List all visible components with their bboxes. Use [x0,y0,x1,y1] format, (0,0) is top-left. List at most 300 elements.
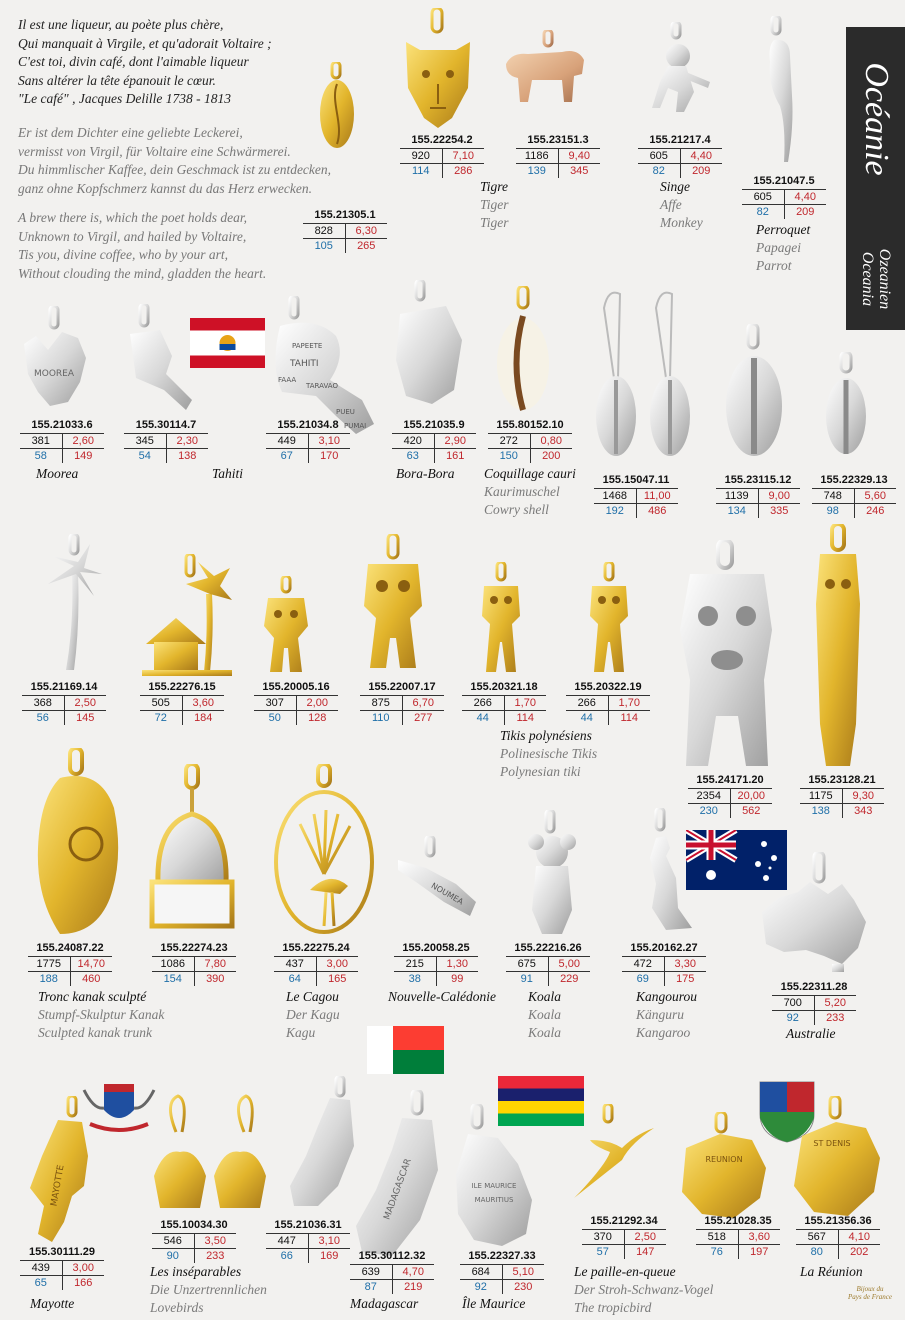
item-reference: 155.21169.14 [22,680,106,696]
item-price-eur: 7,80 [204,958,226,970]
item-price-red: 390 [206,973,225,985]
item-price-red: 246 [866,505,885,517]
item-price-red: 128 [308,712,327,724]
item-price-eur: 4,40 [794,191,816,203]
item-weight: 1175 [800,789,843,803]
item-price-eur: 20,00 [737,790,766,802]
item-price-blue: 87 [350,1280,393,1294]
svg-text:PUMAI: PUMAI [344,422,367,430]
item-reference: 155.21292.34 [582,1214,666,1230]
price-table [622,941,706,986]
item-reference: 155.22274.23 [152,941,236,957]
item-weight: 684 [460,1265,503,1279]
item-price-blue: 192 [594,504,637,518]
tiger-walking-pendant-image [498,30,588,108]
item-price-eur: 2,50 [634,1231,656,1243]
item-price-eur: 0,80 [540,435,562,447]
item-price-blue: 56 [22,711,65,725]
item-price-red: 229 [560,973,579,985]
item-reference: 155.30111.29 [20,1245,104,1261]
item-weight: 307 [254,696,297,710]
item-weight: 675 [506,957,549,971]
kanak-trunk-pendant-image [30,748,128,938]
price-table [506,941,590,986]
price-table [462,680,546,725]
svg-text:TARAVAO: TARAVAO [306,382,338,390]
item-price-blue: 64 [274,972,317,986]
tiger-head-pendant-image [402,8,474,130]
item-price-red: 209 [796,206,815,218]
item-price-blue: 110 [360,711,403,725]
price-table [28,941,112,986]
tall-gold-tiki-pendant-image [810,524,866,768]
item-price-red: 230 [514,1281,533,1293]
tahiti-towns-pendant-image [266,296,376,436]
item-price-red: 343 [854,805,873,817]
poem-line: Without clouding the mind, gladden the heart. [18,265,267,281]
price-table [152,1218,236,1263]
item-price-blue: 105 [303,239,346,253]
item-weight: 605 [742,190,785,204]
item-price-red: 161 [446,450,465,462]
item-price-eur: 1,70 [514,697,536,709]
item-price-red: 233 [826,1012,845,1024]
caption-moorea: Moorea [36,466,79,481]
item-weight: 518 [696,1230,739,1244]
caption-madagascar: Madagascar [350,1296,419,1311]
item-weight: 370 [582,1230,625,1244]
caption-cowry: Coquillage cauri Kaurimuschel Cowry shell [484,466,576,517]
item-price-blue: 76 [696,1245,739,1259]
item-price-blue: 154 [152,972,195,986]
price-table [152,941,236,986]
item-price-blue: 150 [488,449,531,463]
item-price-red: 169 [320,1250,339,1262]
item-reference: 155.23151.3 [516,133,600,149]
item-price-eur: 1,30 [446,958,468,970]
svg-text:ILE MAURICE: ILE MAURICE [471,1182,517,1190]
caption-tahiti: Tahiti [212,466,244,481]
item-price-eur: 3,60 [748,1231,770,1243]
caption-new-caledonia: Nouvelle-Calédonie [388,989,496,1004]
price-table [20,418,104,463]
item-reference: 155.21305.1 [303,208,387,224]
item-price-blue: 90 [152,1249,195,1263]
item-price-red: 197 [750,1246,769,1258]
item-weight: 1468 [594,489,637,503]
item-price-eur: 3,00 [72,1262,94,1274]
svg-text:PAPEETE: PAPEETE [292,342,323,350]
price-table [594,473,678,518]
bora-bora-pendant-image [392,280,464,408]
item-price-eur: 2,90 [444,435,466,447]
item-price-red: 277 [414,712,433,724]
item-price-eur: 4,40 [690,150,712,162]
item-weight: 215 [394,957,437,971]
caption-cagou: Le Cagou Der Kagu Kagu [286,989,340,1040]
item-price-blue: 58 [20,449,63,463]
price-table [796,1214,880,1259]
poem-english [18,209,266,283]
section-subtitle-de: Ozeanien [875,248,893,310]
price-table [350,1249,434,1294]
item-reference: 155.10034.30 [152,1218,236,1234]
item-price-blue: 80 [796,1245,839,1259]
item-price-red: 335 [770,505,789,517]
item-reference: 155.21033.6 [20,418,104,434]
item-weight: 605 [638,149,681,163]
poem-line: Du himmlischer Kaffee, dein Geschmack ist zu entdecken, [18,162,332,177]
svg-text:MOOREA: MOOREA [33,369,75,379]
caption-mayotte: Mayotte [30,1296,75,1311]
item-price-eur: 6,70 [412,697,434,709]
item-weight: 546 [152,1234,195,1248]
item-price-eur: 5,10 [512,1266,534,1278]
item-reference: 155.22329.13 [812,473,896,489]
price-table [488,418,572,463]
price-table [274,941,358,986]
item-price-blue: 134 [716,504,759,518]
item-price-eur: 2,30 [176,435,198,447]
caption-lovebirds: Les inséparables Die Unzertrennlichen Lovebirds [150,1264,267,1315]
item-weight: 381 [20,434,63,448]
item-price-red: 200 [542,450,561,462]
small-tiki-pendant-image [258,576,314,674]
item-weight: 748 [812,489,855,503]
item-reference: 155.22007.17 [360,680,444,696]
item-weight: 1086 [152,957,195,971]
item-price-red: 147 [636,1246,655,1258]
kanak-hut-pendant-image [146,764,238,934]
item-price-red: 562 [742,805,761,817]
item-price-eur: 5,20 [824,997,846,1009]
item-price-eur: 3,50 [204,1235,226,1247]
poem-line: vermisst von Virgil, für Voltaire eine Schwärmerei. [18,143,291,159]
price-table [742,174,826,219]
price-table [800,773,884,818]
item-price-red: 286 [454,165,473,177]
caption-tiger: Tigre Tiger Tiger [480,179,509,230]
cowry-shell-pendant-image [490,286,556,416]
silver-cowry-pendant-image [722,324,786,460]
item-price-blue: 54 [124,449,167,463]
price-table [812,473,896,518]
item-price-blue: 50 [254,711,297,725]
item-price-red: 460 [82,973,101,985]
item-price-eur: 3,60 [192,697,214,709]
svg-text:TAHITI: TAHITI [290,359,319,369]
item-weight: 447 [266,1234,309,1248]
item-price-eur: 6,30 [355,225,377,237]
moorea-map-pendant-image [20,306,92,408]
small-silver-cowry-pendant-image [822,352,870,458]
item-price-blue: 138 [800,804,843,818]
item-price-blue: 98 [812,504,855,518]
item-weight: 639 [350,1265,393,1279]
publisher-logo: Bijoux du Pays de France [848,1285,892,1301]
madagascar-flag [367,1026,444,1074]
item-price-blue: 188 [28,972,71,986]
price-table [638,133,722,178]
item-price-blue: 38 [394,972,437,986]
item-price-blue: 44 [566,711,609,725]
price-table [772,980,856,1025]
item-reference: 155.21356.36 [796,1214,880,1230]
item-price-blue: 69 [622,972,665,986]
reunion-towns-pendant-image [790,1096,882,1220]
new-caledonia-map-pendant-image [396,836,478,920]
item-reference: 155.30114.7 [124,418,208,434]
mauritius-map-pendant-image [452,1104,538,1250]
svg-text:ST DENIS: ST DENIS [813,1139,851,1148]
large-silver-tiki-pendant-image [672,540,782,770]
item-price-blue: 44 [462,711,505,725]
item-reference: 155.23128.21 [800,773,884,789]
item-price-eur: 5,60 [864,490,886,502]
item-weight: 266 [462,696,505,710]
item-price-eur: 11,00 [643,490,671,502]
item-reference: 155.22254.2 [400,133,484,149]
item-reference: 155.20058.25 [394,941,478,957]
item-price-red: 145 [76,712,95,724]
svg-text:REUNION: REUNION [705,1155,743,1164]
item-price-eur: 2,50 [74,697,96,709]
item-reference: 155.23115.12 [716,473,800,489]
item-weight: 272 [488,434,531,448]
standing-tiki-pendant-image-2 [584,562,634,674]
lovebirds-earrings-image [148,1092,272,1216]
item-price-blue: 114 [400,164,443,178]
poem-line: Er ist dem Dichter eine geliebte Leckerei, [18,125,243,140]
item-price-eur: 14,70 [77,958,106,970]
item-weight: 875 [360,696,403,710]
caption-mauritius: Île Maurice [462,1296,526,1311]
section-title: Océanie [857,62,895,176]
french-polynesia-flag [190,318,265,368]
item-price-red: 184 [194,712,213,724]
caption-parrot: Perroquet Papagei Parrot [756,222,811,273]
item-price-red: 166 [74,1277,93,1289]
caption-kanak: Tronc kanak sculpté Stumpf-Skulptur Kanak Sculpted kanak trunk [38,989,165,1040]
item-price-red: 99 [451,973,464,985]
price-table [392,418,476,463]
coffee-bean-pendant-image [316,62,358,152]
tropicbird-pendant-image [570,1104,656,1200]
cowry-earrings-image [592,288,698,458]
price-table [360,680,444,725]
item-price-red: 345 [570,165,589,177]
poem-french [18,16,272,109]
item-weight: 437 [274,957,317,971]
price-table [516,133,600,178]
caption-reunion: La Réunion [800,1264,863,1279]
price-table [394,941,478,986]
poem-line: Sans altérer la tête épanouit le cœur. [18,72,216,88]
item-reference: 155.24087.22 [28,941,112,957]
item-reference: 155.21036.31 [266,1218,350,1234]
item-price-red: 114 [516,712,535,724]
item-price-blue: 139 [516,164,559,178]
poem-line: Unknown to Virgil, and hailed by Voltaire, [18,228,247,244]
parrot-pendant-image [760,16,804,166]
svg-text:NOUMEA: NOUMEA [429,881,465,907]
caption-koala: Koala Koala Koala [528,989,562,1040]
standing-tiki-pendant-image [476,562,526,674]
price-table [254,680,338,725]
price-table [20,1245,104,1290]
monkey-pendant-image [638,22,716,118]
item-reference: 155.20162.27 [622,941,706,957]
madagascar-map-pendant-image [288,1076,358,1212]
item-reference: 155.21047.5 [742,174,826,190]
item-price-eur: 7,10 [452,150,474,162]
palm-tree-pendant-image [44,534,104,672]
poem-line: ganz ohne Kopfschmerz kannst du das Herz erwecken. [18,180,312,196]
price-table [696,1214,780,1259]
svg-text:MAYOTTE: MAYOTTE [49,1164,67,1208]
item-reference: 155.22276.15 [140,680,224,696]
poem-line: Tis you, divine coffee, who by your art, [18,247,228,262]
mayotte-map-pendant-image [28,1096,94,1246]
caption-tikis: Tikis polynésiens Polinesische Tikis Polynesian tiki [500,728,598,779]
price-table [22,680,106,725]
item-weight: 345 [124,434,167,448]
item-reference: 155.21035.9 [392,418,476,434]
item-price-red: 114 [620,712,639,724]
caption-tropicbird: Le paille-en-queue Der Stroh-Schwanz-Vogel The tropicbird [574,1264,714,1315]
item-reference: 155.21217.4 [638,133,722,149]
item-price-blue: 57 [582,1245,625,1259]
svg-text:MADAGASCAR: MADAGASCAR [382,1157,414,1222]
item-weight: 449 [266,434,309,448]
item-weight: 2354 [688,789,731,803]
caption-bora-bora: Bora-Bora [396,466,455,481]
svg-text:MAURITIUS: MAURITIUS [474,1196,514,1204]
item-reference: 155.22311.28 [772,980,856,996]
item-price-red: 202 [850,1246,869,1258]
item-price-eur: 9,00 [768,490,790,502]
item-price-eur: 4,10 [848,1231,870,1243]
poem-attribution: "Le café" , Jacques Delille 1738 - 1813 [18,91,232,106]
item-reference: 155.22216.26 [506,941,590,957]
svg-text:FAAA: FAAA [278,376,297,384]
price-table [124,418,208,463]
item-price-eur: 4,70 [402,1266,424,1278]
item-reference: 155.15047.11 [594,473,678,489]
item-price-eur: 2,60 [72,435,94,447]
item-weight: 828 [303,224,346,238]
item-price-red: 138 [178,450,197,462]
price-table [716,473,800,518]
item-price-eur: 3,10 [318,1235,340,1247]
price-table [566,680,650,725]
item-price-blue: 92 [772,1011,815,1025]
australia-map-pendant-image [758,852,870,972]
item-weight: 472 [622,957,665,971]
item-price-blue: 92 [460,1280,503,1294]
item-price-red: 209 [692,165,711,177]
item-price-blue: 66 [266,1249,309,1263]
poem-line: Il est une liqueur, au poète plus chère, [18,17,224,32]
item-reference: 155.30112.32 [350,1249,434,1265]
item-price-blue: 63 [392,449,435,463]
item-weight: 420 [392,434,435,448]
item-reference: 155.20322.19 [566,680,650,696]
item-price-blue: 65 [20,1276,63,1290]
item-price-blue: 82 [742,205,785,219]
item-price-red: 170 [320,450,339,462]
item-reference: 155.21034.8 [266,418,350,434]
item-weight: 505 [140,696,183,710]
item-reference: 155.20005.16 [254,680,338,696]
price-table [460,1249,544,1294]
caption-kangaroo: Kangourou Känguru Kangaroo [636,989,698,1040]
item-weight: 567 [796,1230,839,1244]
item-price-eur: 2,00 [306,697,328,709]
item-price-eur: 5,00 [558,958,580,970]
price-table [400,133,484,178]
cagou-bird-pendant-image [270,764,380,936]
item-price-eur: 3,10 [318,435,340,447]
item-price-blue: 230 [688,804,731,818]
item-price-blue: 67 [266,449,309,463]
item-price-eur: 9,30 [852,790,874,802]
item-weight: 700 [772,996,815,1010]
price-table [688,773,772,818]
item-weight: 1139 [716,489,759,503]
price-table [266,418,350,463]
item-price-eur: 3,00 [326,958,348,970]
item-reference: 155.22327.33 [460,1249,544,1265]
item-price-red: 149 [74,450,93,462]
poem-german [18,124,331,198]
item-weight: 920 [400,149,443,163]
caption-australia: Australie [786,1026,836,1041]
section-subtitle-en: Oceania [858,251,876,307]
price-table [266,1218,350,1263]
item-price-red: 486 [648,505,667,517]
item-price-red: 175 [676,973,695,985]
item-reference: 155.20321.18 [462,680,546,696]
svg-text:PUEU: PUEU [336,408,355,416]
price-table [303,208,387,253]
item-reference: 155.21028.35 [696,1214,780,1230]
item-weight: 266 [566,696,609,710]
poem-line: Qui manquait à Virgile, et qu'adorait Voltaire ; [18,35,272,51]
item-reference: 155.22275.24 [274,941,358,957]
item-price-blue: 72 [140,711,183,725]
tahiti-map-pendant-image [126,304,196,414]
item-price-red: 219 [404,1281,423,1293]
item-weight: 1186 [516,149,559,163]
koala-pendant-image [522,810,582,936]
price-table [582,1214,666,1259]
price-table [140,680,224,725]
item-weight: 439 [20,1261,63,1275]
item-reference: 155.24171.20 [688,773,772,789]
section-subtitle [859,249,893,309]
item-price-red: 165 [328,973,347,985]
item-weight: 368 [22,696,65,710]
large-madagascar-map-pendant-image [352,1090,442,1260]
item-price-eur: 3,30 [674,958,696,970]
caption-monkey: Singe Affe Monkey [660,179,703,230]
item-price-eur: 1,70 [618,697,640,709]
poem-line: A brew there is, which the poet holds dear, [18,210,247,225]
item-price-red: 265 [357,240,376,252]
item-weight: 1775 [28,957,71,971]
item-price-blue: 91 [506,972,549,986]
